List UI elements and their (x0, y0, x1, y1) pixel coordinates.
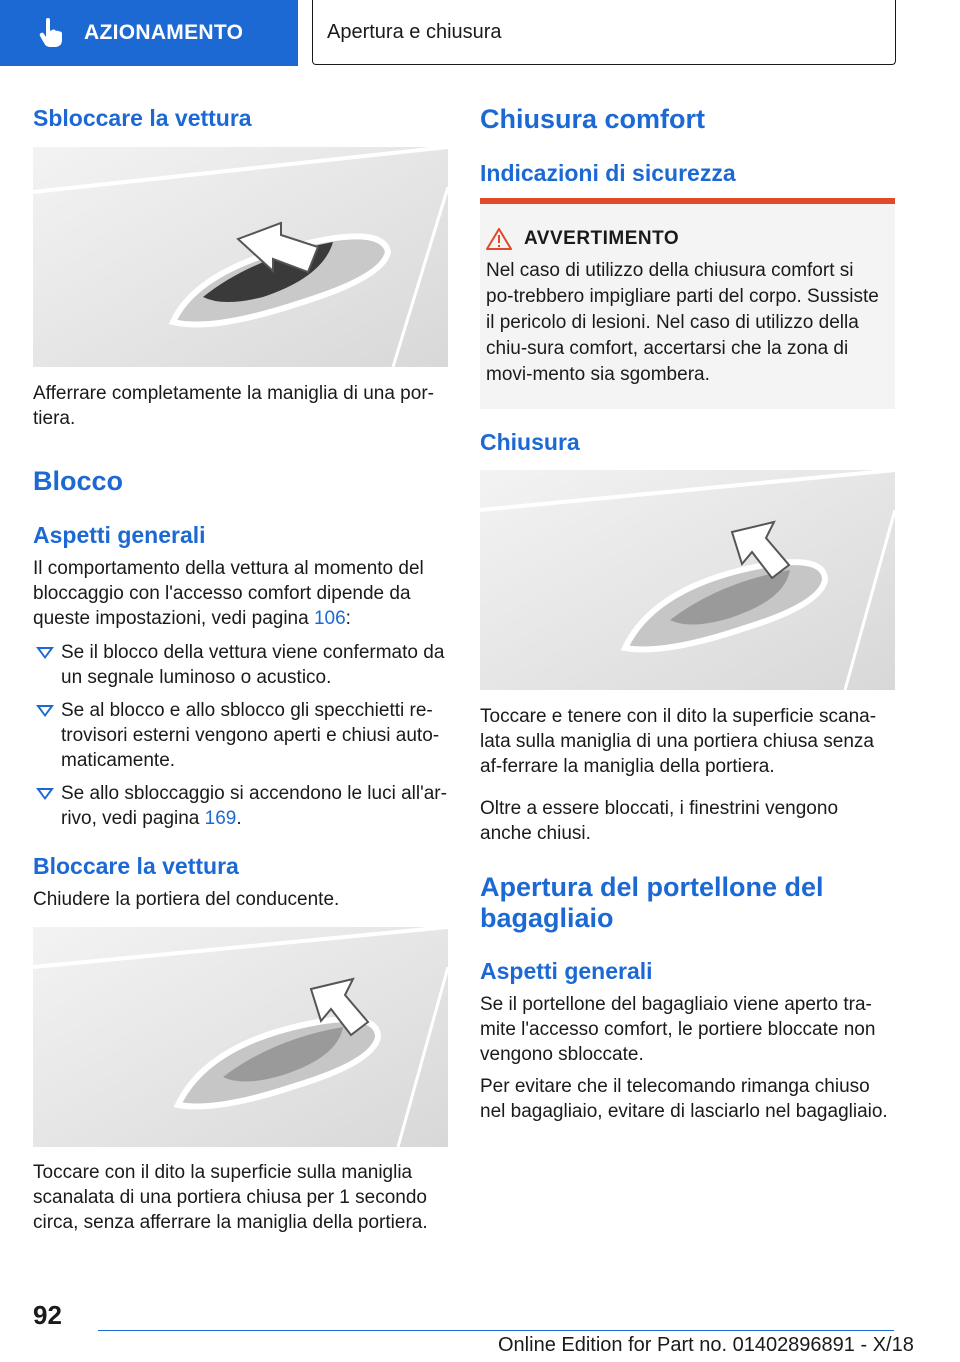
warning-box (480, 198, 895, 409)
footer-divider (98, 1330, 894, 1331)
settings-bullet-list (33, 640, 448, 839)
tailgate-heading: Apertura del portellone del bagagliaio (480, 872, 824, 933)
tailgate-text-2: Per evitare che il telecomando rimanga chiuso nel bagagliaio, evitare di lasciarlo nel bagagliaio. (480, 1076, 888, 1122)
tailgate-general-heading: Aspetti generali (480, 958, 653, 984)
bullet-triangle-icon (36, 647, 54, 659)
door-handle-unlock-image (33, 147, 448, 367)
warning-title: AVVERTIMENTO (524, 228, 680, 249)
close-note: Oltre a essere bloccati, i finestrini vengono anche chiusi. (480, 798, 839, 844)
page-number: 92 (33, 1300, 62, 1330)
general-heading: Aspetti generali (33, 522, 206, 548)
chapter-tab (312, 0, 896, 65)
list-item: Se allo sbloccaggio si accendono le luci all'ar-rivo, vedi pagina 169. (33, 781, 448, 831)
list-item: Se il blocco della vettura viene confermato da un segnale luminoso o acustico. (33, 640, 448, 690)
edition-text: Online Edition for Part no. 01402896891 - X/18 (498, 1334, 914, 1356)
door-handle-close-image (480, 470, 895, 690)
page-link-106[interactable]: 106 (313, 608, 346, 629)
door-handle-lock-image (33, 927, 448, 1147)
general-text: Il comportamento della vettura al momento del bloccaggio con l'accesso comfort dipende da queste impostazioni, vedi pagina 106: (33, 558, 424, 629)
warning-text: Nel caso di utilizzo della chiusura comfort si po-trebbero impigliare parti del corpo. Sussiste il pericolo di lesioni. Nel caso di utilizzo della chiu-sura comfort, accertarsi che la zona di movi-mento sia sgombera. (486, 260, 879, 385)
warning-triangle-icon (486, 228, 512, 250)
page-link-169[interactable]: 169 (204, 808, 237, 829)
unlock-caption: Afferrare completamente la maniglia di una por-tiera. (33, 383, 434, 429)
lock-text: Chiudere la portiera del conducente. (33, 889, 340, 910)
section-label: AZIONAMENTO (84, 21, 244, 44)
header-section-tab[interactable] (0, 0, 298, 66)
comfort-heading: Chiusura comfort (480, 104, 706, 134)
hand-pointer-icon (38, 18, 64, 48)
chapter-title: Apertura e chiusura (327, 20, 502, 43)
close-heading: Chiusura (480, 429, 580, 455)
tailgate-text-1: Se il portellone del bagagliaio viene aperto tra-mite l'accesso comfort, le portiere bloccate non vengono sbloccate. (480, 994, 876, 1065)
safety-heading: Indicazioni di sicurezza (480, 160, 736, 186)
lock-heading: Bloccare la vettura (33, 853, 239, 879)
bullet-triangle-icon (36, 788, 54, 800)
lock-caption: Toccare con il dito la superficie sulla maniglia scanalata di una portiera chiusa per 1 secondo circa, senza afferrare la maniglia della portiera. (33, 1162, 428, 1233)
close-caption: Toccare e tenere con il dito la superficie scana-lata sulla maniglia di una portiera chiusa senza af-ferrare la maniglia della portiera. (480, 706, 877, 777)
unlock-heading: Sbloccare la vettura (33, 105, 252, 131)
block-heading: Blocco (33, 466, 124, 496)
bullet-triangle-icon (36, 705, 54, 717)
list-item: Se al blocco e allo sblocco gli specchietti re-trovisori esterni vengono aperti e chiusi auto-maticamente. (33, 698, 448, 773)
